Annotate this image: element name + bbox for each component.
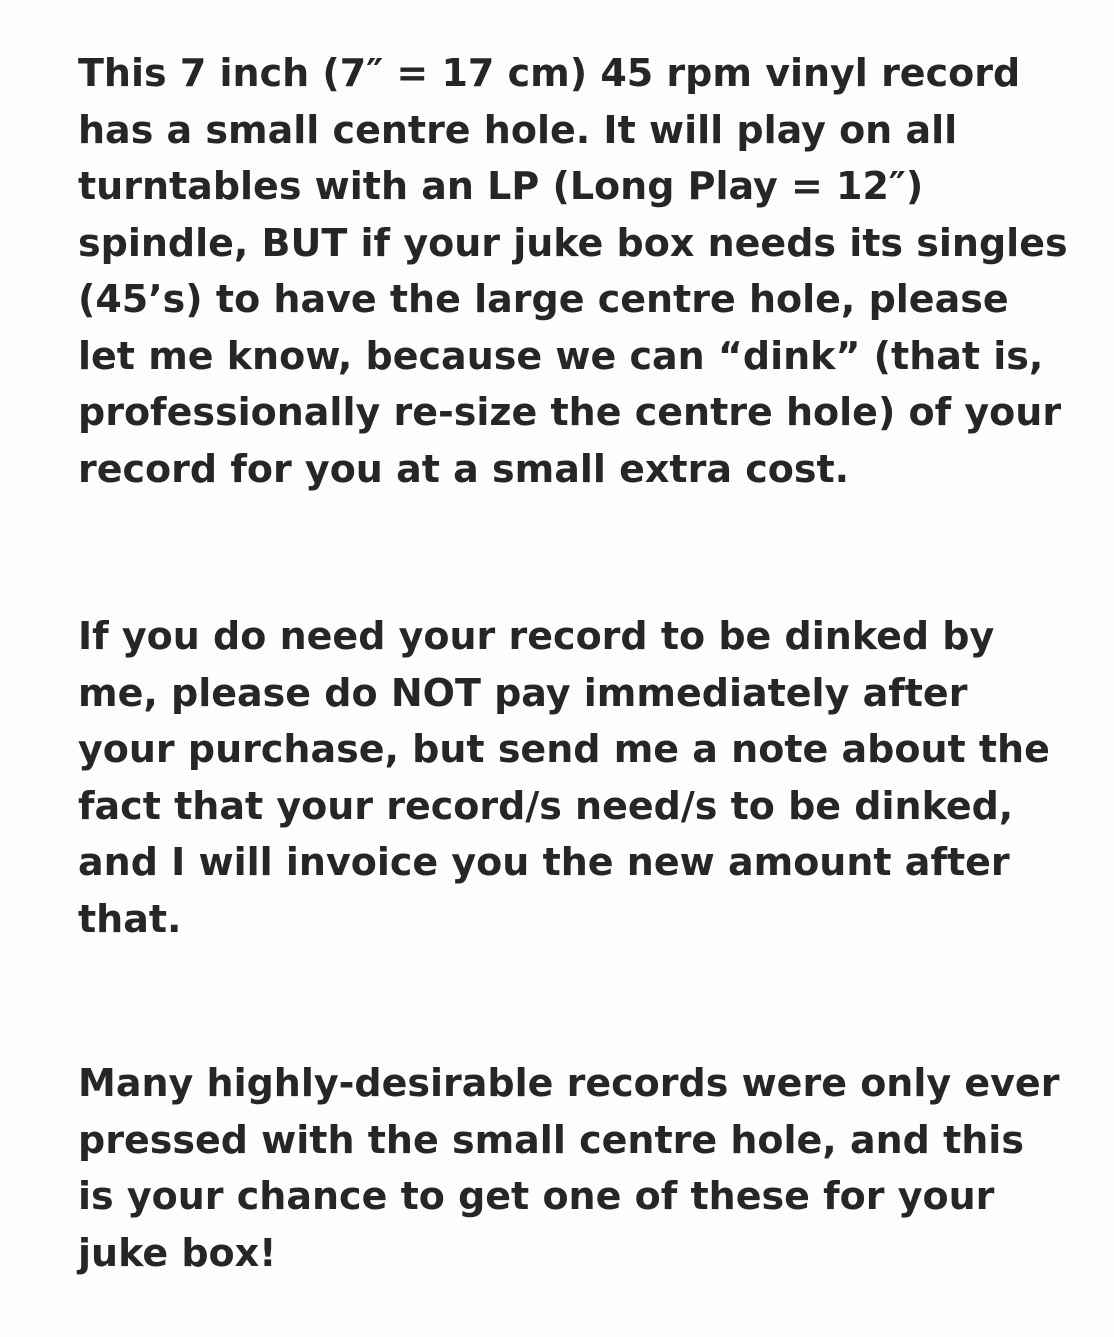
text-line: pressed with the small centre hole, and this [78, 1117, 1024, 1162]
text-line: has a small centre hole. It will play on all [78, 107, 958, 152]
text-line: Many highly-desirable records were only ever [78, 1061, 1060, 1105]
text-line: is your chance to get one of these for your [78, 1174, 995, 1218]
text-line: that. [78, 896, 182, 941]
text-line: (45’s) to have the large centre hole, please [78, 277, 1009, 321]
text-line: turntables with an LP (Long Play = 12″) [78, 164, 924, 208]
paragraph-desirable-records [78, 1055, 1088, 1281]
text-line: and I will invoice you the new amount after [78, 840, 1010, 884]
text-line: me, please do NOT pay immediately after [78, 670, 968, 715]
paragraph-dinking-payment [78, 608, 1088, 947]
text-line: If you do need your record to be dinked by [78, 614, 995, 658]
text-line: spindle, BUT if your juke box needs its singles [78, 220, 1068, 265]
text-line: juke box! [78, 1230, 277, 1275]
text-line: fact that your record/s need/s to be dinked, [78, 783, 1014, 828]
paragraph-small-centre-hole [78, 45, 1088, 497]
text-line: record for you at a small extra cost. [78, 446, 850, 491]
text-line: your purchase, but send me a note about the [78, 727, 1050, 771]
text-line: let me know, because we can “dink” (that is, [78, 333, 1044, 378]
text-line: This 7 inch (7″ = 17 cm) 45 rpm vinyl record [78, 51, 1021, 95]
text-line: professionally re-size the centre hole) of your [78, 390, 1062, 434]
